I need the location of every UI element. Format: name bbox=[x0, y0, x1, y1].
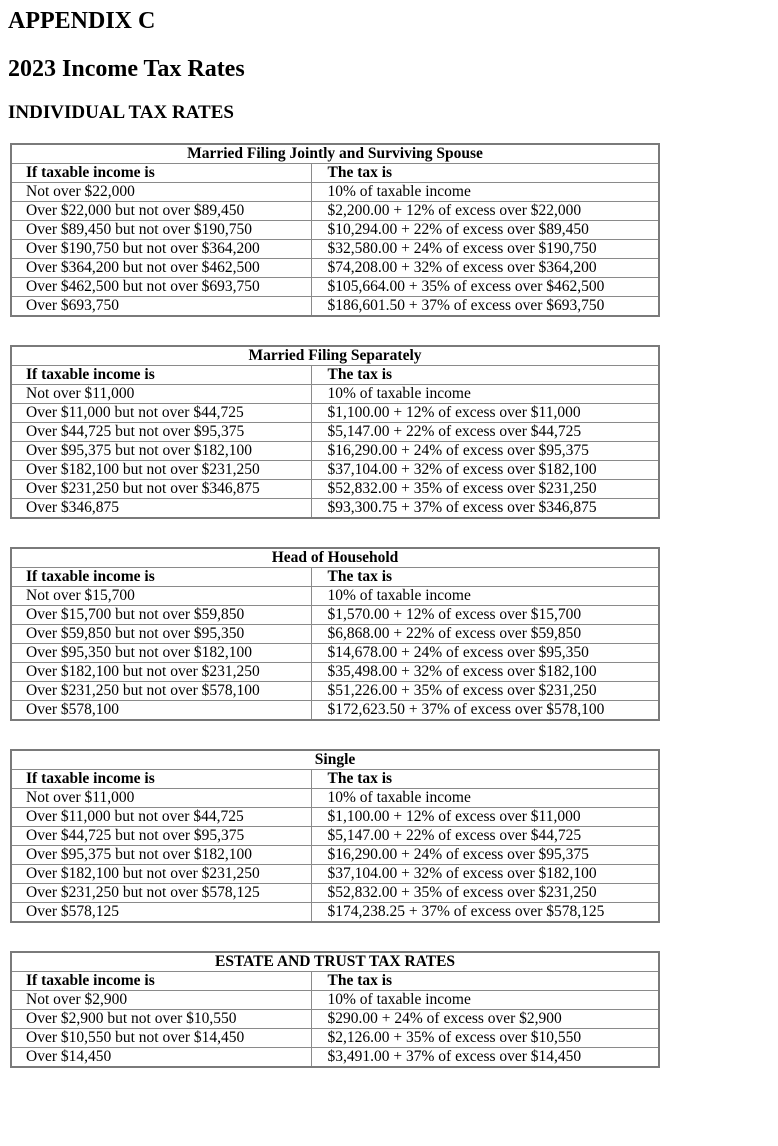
table-caption: Single bbox=[11, 750, 659, 770]
table-header-row bbox=[11, 164, 659, 183]
table-row bbox=[11, 240, 659, 259]
table-row bbox=[11, 297, 659, 317]
table-caption-row bbox=[11, 952, 659, 972]
column-header-tax: The tax is bbox=[311, 164, 659, 183]
income-bracket-cell: Not over $2,900 bbox=[11, 991, 311, 1010]
table-header-row bbox=[11, 972, 659, 991]
tax-amount-cell: $186,601.50 + 37% of excess over $693,750 bbox=[311, 297, 659, 317]
income-bracket-cell: Over $95,375 but not over $182,100 bbox=[11, 442, 311, 461]
table-caption-row bbox=[11, 346, 659, 366]
income-bracket-cell: Over $578,125 bbox=[11, 903, 311, 923]
table-row bbox=[11, 701, 659, 721]
table-caption-row bbox=[11, 750, 659, 770]
table-caption: Married Filing Jointly and Surviving Spouse bbox=[11, 144, 659, 164]
tax-amount-cell: $35,498.00 + 32% of excess over $182,100 bbox=[311, 663, 659, 682]
table-header-row bbox=[11, 568, 659, 587]
income-bracket-cell: Over $15,700 but not over $59,850 bbox=[11, 606, 311, 625]
tax-amount-cell: $172,623.50 + 37% of excess over $578,100 bbox=[311, 701, 659, 721]
table-row bbox=[11, 606, 659, 625]
income-bracket-cell: Over $95,375 but not over $182,100 bbox=[11, 846, 311, 865]
income-bracket-cell: Over $11,000 but not over $44,725 bbox=[11, 808, 311, 827]
table-row bbox=[11, 808, 659, 827]
tax-amount-cell: $52,832.00 + 35% of excess over $231,250 bbox=[311, 884, 659, 903]
tax-amount-cell: $3,491.00 + 37% of excess over $14,450 bbox=[311, 1048, 659, 1068]
income-bracket-cell: Over $11,000 but not over $44,725 bbox=[11, 404, 311, 423]
income-bracket-cell: Over $22,000 but not over $89,450 bbox=[11, 202, 311, 221]
tax-amount-cell: $16,290.00 + 24% of excess over $95,375 bbox=[311, 442, 659, 461]
tax-amount-cell: $52,832.00 + 35% of excess over $231,250 bbox=[311, 480, 659, 499]
tax-amount-cell: $290.00 + 24% of excess over $2,900 bbox=[311, 1010, 659, 1029]
tax-amount-cell: $105,664.00 + 35% of excess over $462,500 bbox=[311, 278, 659, 297]
table-row bbox=[11, 1048, 659, 1068]
tax-table-single bbox=[10, 749, 660, 923]
income-bracket-cell: Not over $22,000 bbox=[11, 183, 311, 202]
table-row bbox=[11, 663, 659, 682]
income-bracket-cell: Over $59,850 but not over $95,350 bbox=[11, 625, 311, 644]
income-bracket-cell: Not over $15,700 bbox=[11, 587, 311, 606]
income-bracket-cell: Over $182,100 but not over $231,250 bbox=[11, 663, 311, 682]
income-bracket-cell: Over $44,725 but not over $95,375 bbox=[11, 827, 311, 846]
tax-amount-cell: $174,238.25 + 37% of excess over $578,125 bbox=[311, 903, 659, 923]
tax-amount-cell: $2,126.00 + 35% of excess over $10,550 bbox=[311, 1029, 659, 1048]
table-row bbox=[11, 202, 659, 221]
table-header-row bbox=[11, 770, 659, 789]
tax-amount-cell: $1,100.00 + 12% of excess over $11,000 bbox=[311, 404, 659, 423]
table-row bbox=[11, 221, 659, 240]
document-title: 2023 Income Tax Rates bbox=[8, 56, 245, 82]
table-caption-row bbox=[11, 548, 659, 568]
tax-amount-cell: $93,300.75 + 37% of excess over $346,875 bbox=[311, 499, 659, 519]
column-header-income: If taxable income is bbox=[11, 568, 311, 587]
table-row bbox=[11, 1029, 659, 1048]
income-bracket-cell: Over $10,550 but not over $14,450 bbox=[11, 1029, 311, 1048]
tax-amount-cell: $2,200.00 + 12% of excess over $22,000 bbox=[311, 202, 659, 221]
column-header-tax: The tax is bbox=[311, 366, 659, 385]
tax-table-married-jointly bbox=[10, 143, 660, 317]
tax-table-estate-trust bbox=[10, 951, 660, 1068]
table-row bbox=[11, 183, 659, 202]
column-header-income: If taxable income is bbox=[11, 972, 311, 991]
income-bracket-cell: Over $190,750 but not over $364,200 bbox=[11, 240, 311, 259]
table-row bbox=[11, 644, 659, 663]
table-row bbox=[11, 991, 659, 1010]
table-row bbox=[11, 499, 659, 519]
tax-amount-cell: 10% of taxable income bbox=[311, 183, 659, 202]
table-header-row bbox=[11, 366, 659, 385]
income-bracket-cell: Over $364,200 but not over $462,500 bbox=[11, 259, 311, 278]
table-row bbox=[11, 789, 659, 808]
tax-table-married-separately bbox=[10, 345, 660, 519]
table-caption-row bbox=[11, 144, 659, 164]
table-row bbox=[11, 827, 659, 846]
column-header-income: If taxable income is bbox=[11, 770, 311, 789]
tax-amount-cell: 10% of taxable income bbox=[311, 789, 659, 808]
table-row bbox=[11, 480, 659, 499]
table-row bbox=[11, 278, 659, 297]
tax-amount-cell: $5,147.00 + 22% of excess over $44,725 bbox=[311, 827, 659, 846]
income-bracket-cell: Over $14,450 bbox=[11, 1048, 311, 1068]
income-bracket-cell: Over $2,900 but not over $10,550 bbox=[11, 1010, 311, 1029]
tax-amount-cell: $51,226.00 + 35% of excess over $231,250 bbox=[311, 682, 659, 701]
column-header-income: If taxable income is bbox=[11, 164, 311, 183]
income-bracket-cell: Over $89,450 but not over $190,750 bbox=[11, 221, 311, 240]
table-row bbox=[11, 1010, 659, 1029]
table-row bbox=[11, 404, 659, 423]
column-header-tax: The tax is bbox=[311, 568, 659, 587]
income-bracket-cell: Over $346,875 bbox=[11, 499, 311, 519]
table-row bbox=[11, 682, 659, 701]
tax-amount-cell: 10% of taxable income bbox=[311, 991, 659, 1010]
tax-amount-cell: $37,104.00 + 32% of excess over $182,100 bbox=[311, 865, 659, 884]
income-bracket-cell: Over $578,100 bbox=[11, 701, 311, 721]
column-header-tax: The tax is bbox=[311, 770, 659, 789]
income-bracket-cell: Over $462,500 but not over $693,750 bbox=[11, 278, 311, 297]
table-caption: Head of Household bbox=[11, 548, 659, 568]
table-row bbox=[11, 625, 659, 644]
income-bracket-cell: Over $95,350 but not over $182,100 bbox=[11, 644, 311, 663]
tax-amount-cell: $14,678.00 + 24% of excess over $95,350 bbox=[311, 644, 659, 663]
tax-amount-cell: $10,294.00 + 22% of excess over $89,450 bbox=[311, 221, 659, 240]
column-header-tax: The tax is bbox=[311, 972, 659, 991]
income-bracket-cell: Over $44,725 but not over $95,375 bbox=[11, 423, 311, 442]
income-bracket-cell: Over $231,250 but not over $346,875 bbox=[11, 480, 311, 499]
tax-table-head-of-household bbox=[10, 547, 660, 721]
table-row bbox=[11, 423, 659, 442]
table-row bbox=[11, 385, 659, 404]
table-row bbox=[11, 884, 659, 903]
tax-amount-cell: $37,104.00 + 32% of excess over $182,100 bbox=[311, 461, 659, 480]
income-bracket-cell: Over $231,250 but not over $578,100 bbox=[11, 682, 311, 701]
table-row bbox=[11, 865, 659, 884]
table-row bbox=[11, 846, 659, 865]
table-row bbox=[11, 259, 659, 278]
appendix-title: APPENDIX C bbox=[8, 8, 156, 34]
tax-amount-cell: $32,580.00 + 24% of excess over $190,750 bbox=[311, 240, 659, 259]
table-caption: Married Filing Separately bbox=[11, 346, 659, 366]
tax-amount-cell: $74,208.00 + 32% of excess over $364,200 bbox=[311, 259, 659, 278]
column-header-income: If taxable income is bbox=[11, 366, 311, 385]
table-row bbox=[11, 442, 659, 461]
income-bracket-cell: Over $693,750 bbox=[11, 297, 311, 317]
tax-amount-cell: 10% of taxable income bbox=[311, 385, 659, 404]
income-bracket-cell: Not over $11,000 bbox=[11, 789, 311, 808]
income-bracket-cell: Over $182,100 but not over $231,250 bbox=[11, 461, 311, 480]
table-row bbox=[11, 903, 659, 923]
tax-amount-cell: $1,100.00 + 12% of excess over $11,000 bbox=[311, 808, 659, 827]
tax-amount-cell: $6,868.00 + 22% of excess over $59,850 bbox=[311, 625, 659, 644]
tax-amount-cell: $5,147.00 + 22% of excess over $44,725 bbox=[311, 423, 659, 442]
tax-amount-cell: $16,290.00 + 24% of excess over $95,375 bbox=[311, 846, 659, 865]
section-title: INDIVIDUAL TAX RATES bbox=[8, 102, 234, 123]
tax-amount-cell: $1,570.00 + 12% of excess over $15,700 bbox=[311, 606, 659, 625]
table-row bbox=[11, 587, 659, 606]
table-caption: ESTATE AND TRUST TAX RATES bbox=[11, 952, 659, 972]
income-bracket-cell: Over $231,250 but not over $578,125 bbox=[11, 884, 311, 903]
income-bracket-cell: Not over $11,000 bbox=[11, 385, 311, 404]
tax-amount-cell: 10% of taxable income bbox=[311, 587, 659, 606]
income-bracket-cell: Over $182,100 but not over $231,250 bbox=[11, 865, 311, 884]
table-row bbox=[11, 461, 659, 480]
